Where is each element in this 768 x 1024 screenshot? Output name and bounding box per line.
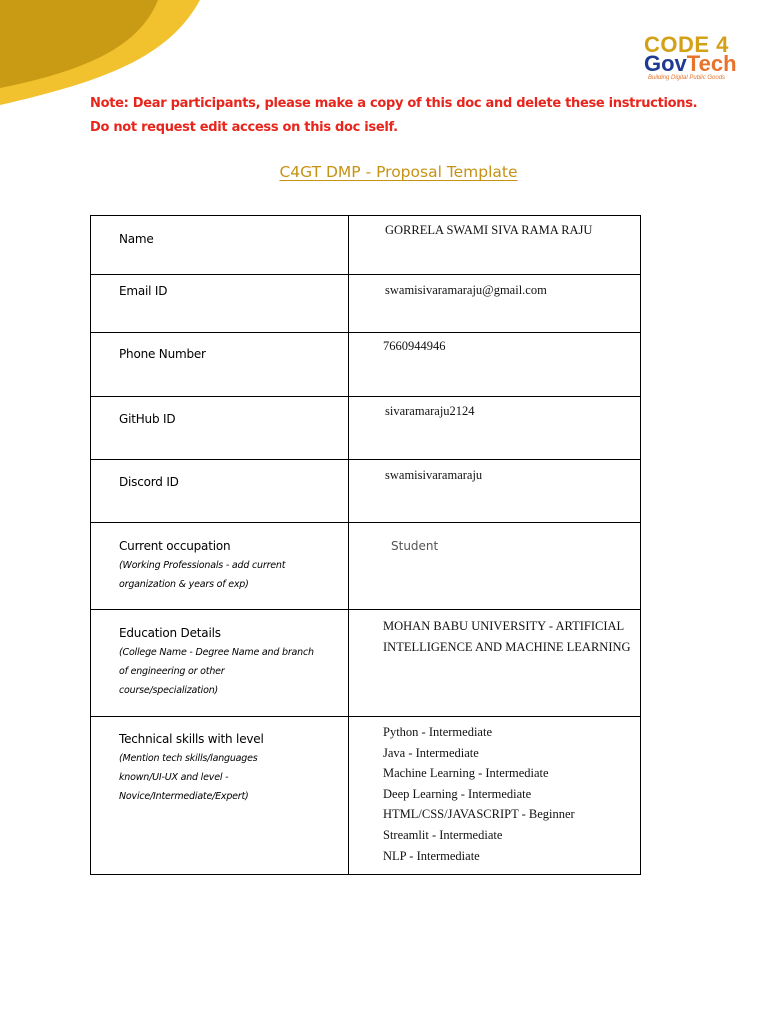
- row-discord: [91, 460, 641, 523]
- education-hint: (College Name - Degree Name and branch of engineering or other course/specialization): [119, 647, 314, 696]
- note-line-2: Do not request edit access on this doc iself.: [90, 120, 398, 135]
- skill-item: Machine Learning - Intermediate: [383, 766, 549, 781]
- page-title: C4GT DMP - Proposal Template: [279, 163, 518, 181]
- name-label: Name: [119, 232, 154, 246]
- note-line-1: Note: Dear participants, please make a copy of this doc and delete these instructions.: [90, 96, 698, 111]
- skill-item: Deep Learning - Intermediate: [383, 786, 532, 801]
- name-value-cell[interactable]: [349, 216, 641, 275]
- occupation-value: Student: [391, 539, 439, 553]
- row-phone: [91, 333, 641, 397]
- row-email: [91, 275, 641, 333]
- logo-tagline: Building Digital Public Goods: [648, 75, 726, 81]
- skills-value-cell[interactable]: [349, 717, 641, 875]
- name-value: GORRELA SWAMI SIVA RAMA RAJU: [385, 223, 593, 237]
- skills-label: Technical skills with level: [119, 732, 264, 746]
- row-occupation: [91, 523, 641, 610]
- discord-label: Discord ID: [119, 475, 179, 489]
- education-value-line-1: MOHAN BABU UNIVERSITY - ARTIFICIAL: [383, 619, 625, 633]
- instruction-note: [90, 92, 730, 140]
- discord-value-cell[interactable]: [349, 460, 641, 523]
- education-label: Education Details: [119, 626, 221, 640]
- occupation-label: Current occupation: [119, 539, 231, 553]
- occupation-value-cell[interactable]: [349, 523, 641, 610]
- discord-label-cell: [91, 460, 349, 523]
- row-name: [91, 216, 641, 275]
- github-value: sivaramaraju2124: [385, 404, 475, 418]
- email-value-cell[interactable]: [349, 275, 641, 333]
- skill-item: NLP - Intermediate: [383, 848, 480, 863]
- skill-item: HTML/CSS/JAVASCRIPT - Beginner: [383, 807, 575, 822]
- skill-item: Python - Intermediate: [383, 725, 492, 739]
- github-label: GitHub ID: [119, 412, 176, 426]
- row-skills: [91, 717, 641, 875]
- email-value: swamisivaramaraju@gmail.com: [385, 283, 547, 297]
- phone-label-cell: [91, 333, 349, 397]
- phone-value-cell[interactable]: [349, 333, 641, 397]
- email-label-cell: [91, 275, 349, 333]
- education-value-cell[interactable]: [349, 610, 641, 717]
- github-label-cell: [91, 397, 349, 460]
- skill-item: Streamlit - Intermediate: [383, 827, 503, 842]
- email-label: Email ID: [119, 284, 168, 298]
- name-label-cell: [91, 216, 349, 275]
- code4govtech-logo: [644, 34, 744, 81]
- github-value-cell[interactable]: [349, 397, 641, 460]
- skills-hint: (Mention tech skills/languages known/UI-UX and level - Novice/Intermediate/Expert): [119, 753, 258, 802]
- discord-value: swamisivaramaraju: [385, 468, 483, 482]
- skills-label-cell: [91, 717, 349, 875]
- education-label-cell: [91, 610, 349, 717]
- occupation-label-cell: [91, 523, 349, 610]
- occupation-hint: (Working Professionals - add current organization & years of exp): [119, 560, 286, 590]
- proposal-form-table: [90, 215, 641, 875]
- logo-code-text: CODE 4: [644, 32, 729, 57]
- skill-item: Java - Intermediate: [383, 745, 479, 760]
- phone-value: 7660944946: [383, 339, 446, 353]
- row-education: [91, 610, 641, 717]
- education-value-line-2: INTELLIGENCE AND MACHINE LEARNING: [383, 640, 631, 654]
- logo-govtech-text: GovTech: [644, 51, 737, 76]
- phone-label: Phone Number: [119, 347, 206, 361]
- row-github: [91, 397, 641, 460]
